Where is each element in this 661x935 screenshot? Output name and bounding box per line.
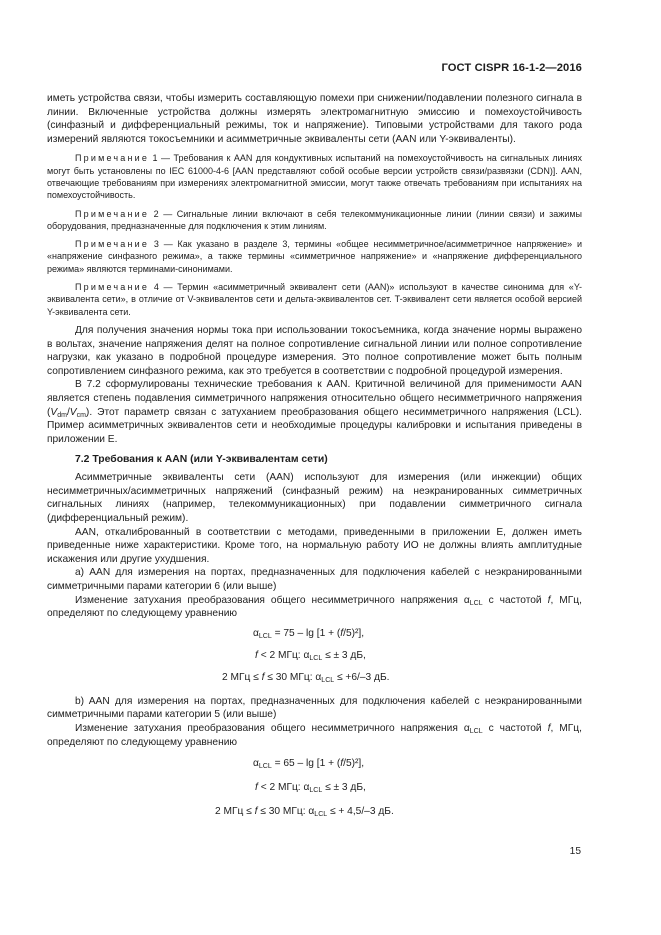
formula-b-3: 2 МГц ≤ f ≤ 30 МГц: $\alpha_{LCL}$ ≤ + 4,5/–3 дБ. [215,806,394,819]
paragraph-aan-requirements: В 7.2 сформулированы технические требования к AAN. Критичной величиной для применимости AAN является степень подавления симметричного напряжения относительно общего несимметричного напряжения $(V_{dm}/V_{cm})$. Этот параметр связан с затуханием преобразования общего несимметричного напряжения (LCL). Пример асимметричных эквивалентов сети и необходимые процедуры калибровки и испытания приведены в приложении Е. [47,379,582,445]
formula-b-1: $\alpha_{LCL} = 65 - \lg [1 + (f/5)^2]$, [253,758,365,771]
section-heading: 7.2 Требования к AAN (или Y-эквивалентам сети) [75,454,328,466]
formula-a-2: f < 2 МГц: $\alpha_{LCL}$ ≤ ± 3 дБ, [255,649,366,662]
note-1: Примечание 1 — Требования к AAN для кондуктивных испытаний на помехоустойчивость на сигнальных линиях могут быть установлены по IEC 61000-4-6 [AAN представляют собой особые версии устройств связи/развязки (CDN)]. AAN, отвечающие требованиям при измерениях электромагнитной эмиссии, могут также отвечать требованиям при испытаниях на помехоустойчивость. [47,153,582,201]
document-header: ГОСТ CISPR 16-1-2—2016 [441,62,582,74]
note-3: Примечание 3 — Как указано в разделе 3, термины «общее несимметричное/асимметричное напряжение» и «напряжение синфазного режима», а также термины «симметричное напряжение» и «напряжение дифференциального режима» являются терминами-синонимами. [47,239,582,274]
formula-b-2: f < 2 МГц: $\alpha_{LCL}$ ≤ ± 3 дБ, [255,782,366,795]
paragraph-aan-usage: Асимметричные эквиваленты сети (AAN) используют для измерения (или инжекции) общих несимметричных/асимметричных напряжений (синфазный режим) на неэкранированных симметричных сигнальных линиях (например, телекоммуникационных) при подавлении симметричного сигнала (дифференциальный режим). [47,472,582,525]
formula-a-1: $\alpha_{LCL} = 75 - \lg [1 + (f/5)^2]$, [253,627,365,640]
formula-a-3: 2 МГц ≤ f ≤ 30 МГц: $\alpha_{LCL} \le +6/-3$ дБ. [222,671,390,684]
item-a-description: Изменение затухания преобразования общего несимметричного напряжения $\alpha_{LCL}$ с частотой f, МГц, определяют по следующему уравнению [47,594,582,620]
page-number: 15 [569,846,581,857]
paragraph-aan-characteristics: AAN, откалиброванный в соответствии с методами, приведенными в приложении Е, должен иметь приведенные ниже характеристики. Кроме того, на нормальную работу ИО не должны влиять амплитудные искажения или другие ухудшения. [47,526,582,565]
paragraph-current-limit: Для получения значения нормы тока при использовании токосъемника, когда значение нормы выражено в вольтах, значение напряжения делят на полное сопротивление сигнальной линии или полное сопротивление нагрузки, как указано в подробной процедуре измерения. Это полное сопротивление может быть полным сопротивлением синфазного режима, как это требуется в соответствии с подробной процедурой измерения. [47,324,582,377]
intro-paragraph: иметь устройства связи, чтобы измерить составляющую помехи при снижении/подавлении полезного сигнала в линии. Включенные устройства должны измерять электромагнитную эмиссию и помехоустойчивость (синфазный и дифференциальный режимы, ток и напряжение). Типовыми устройствами для такого рода измерений являются токосъемники и асимметричные эквиваленты сети (AAN или Y-эквиваленты). [47,93,582,145]
item-b-description: Изменение затухания преобразования общего несимметричного напряжения $\alpha_{LCL}$ с частотой f, МГц, определяют по следующему уравнению [47,723,582,748]
item-b-text: b) AAN для измерения на портах, предназначенных для подключения кабелей с неэкранированными симметричными парами категории 5 (или выше) [47,695,582,721]
note-4: Примечание 4 — Термин «асимметричный эквивалент сети (AAN)» используют в качестве синонима для «Y-эквивалента сети», в отличие от V-эквивалентов сети и дельта-эквивалентов сет. T-эквивалент сети является особой версией Y-эквивалента сети. [47,282,582,317]
document-body [47,92,582,819]
item-a-text: а) AAN для измерения на портах, предназначенных для подключения кабелей с неэкранированными симметричными парами категории 6 (или выше) [47,567,582,593]
note-2: Примечание 2 — Сигнальные линии включают в себя телекоммуникационные линии (линии связи) и зажимы оборудования, предназначенные для подключения к этим линиям. [47,208,582,231]
